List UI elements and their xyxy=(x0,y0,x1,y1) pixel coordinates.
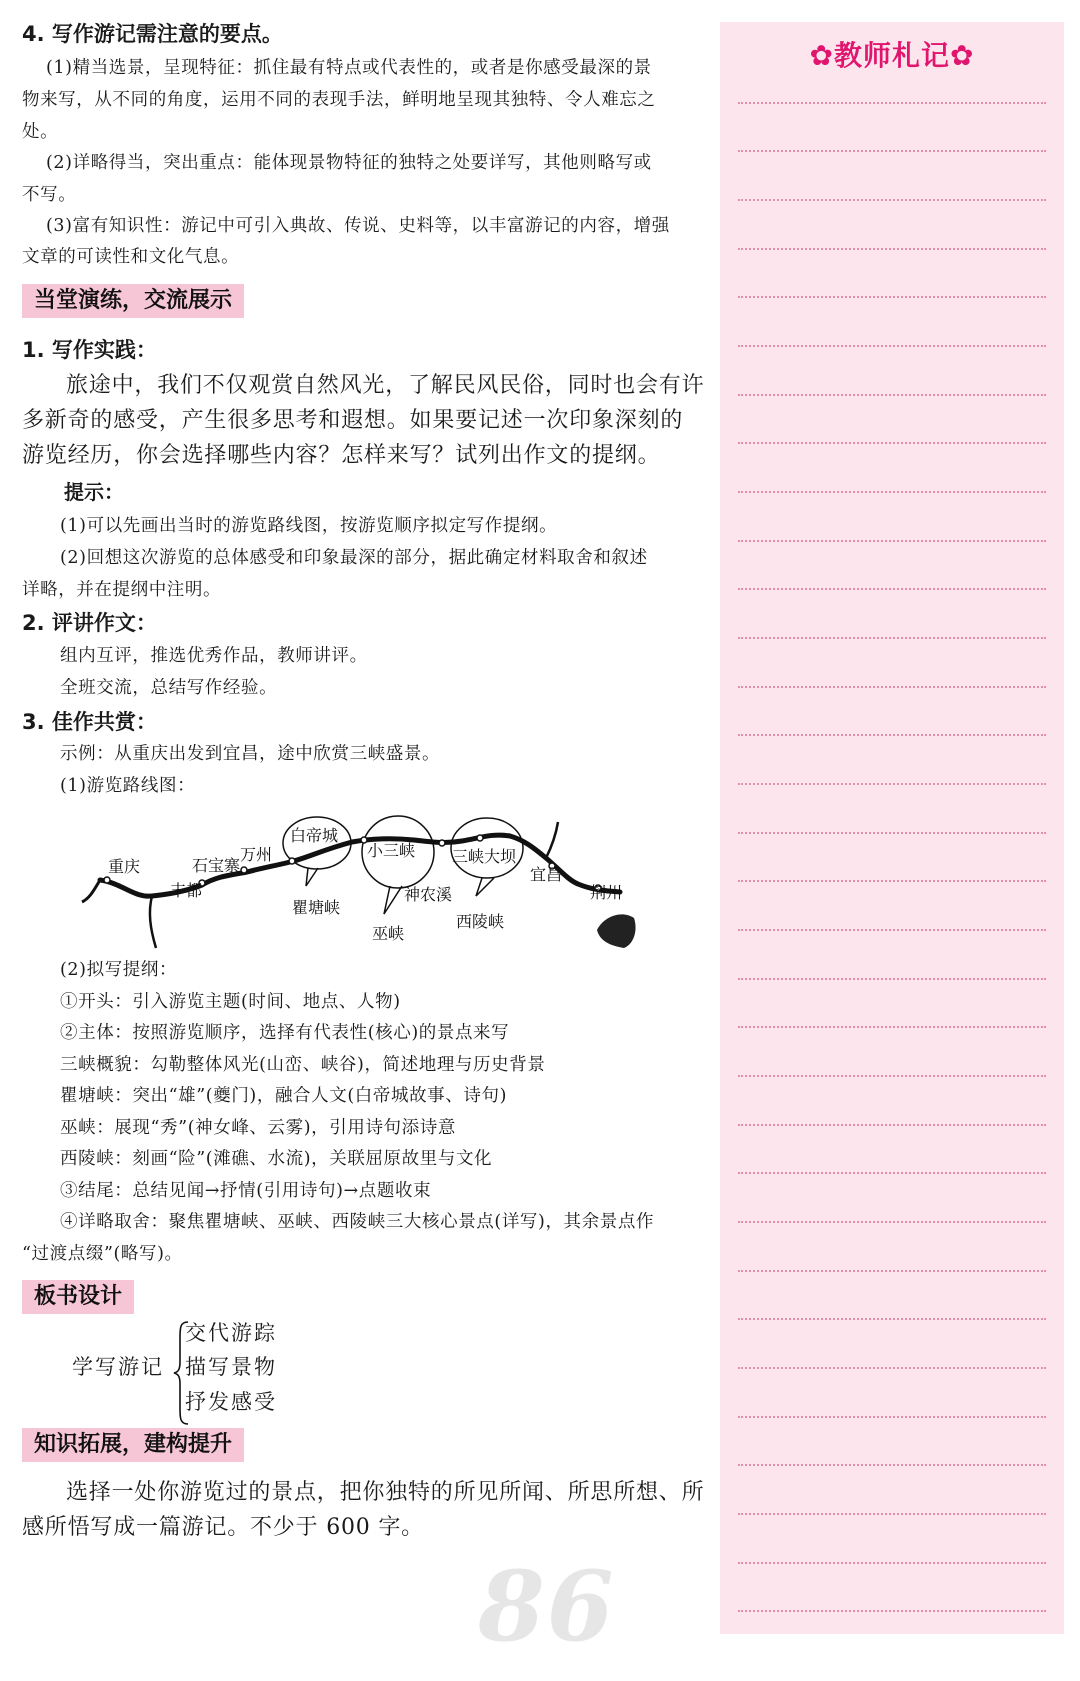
teacher-notes-sidebar xyxy=(720,22,1064,1634)
route-point xyxy=(104,877,110,883)
map-label-xiaosanxia: 小三峡 xyxy=(367,841,416,860)
sec4-line: 物来写，从不同的角度，运用不同的表现手法，鲜明地呈现其独特、令人难忘之 xyxy=(22,90,656,110)
note-rule xyxy=(738,1124,1046,1126)
hint-line: 详略，并在提纲中注明。 xyxy=(22,580,222,600)
note-rule xyxy=(738,1318,1046,1320)
outline-line: 三峡概貌：勾勒整体风光(山峦、峡谷)，简述地理与历史背景 xyxy=(60,1055,546,1075)
note-rule xyxy=(738,491,1046,493)
outline-line: 瞿塘峡：突出“雄”(夔门)，融合人文(白帝城故事、诗句) xyxy=(60,1086,508,1106)
q3-example: 示例：从重庆出发到宜昌，途中欣赏三峡盛景。 xyxy=(60,744,441,764)
q1-body-line: 多新奇的感受，产生很多思考和遐想。如果要记述一次印象深刻的 xyxy=(22,408,684,433)
sec4-line: 文章的可读性和文化气息。 xyxy=(22,247,240,267)
note-rule xyxy=(738,150,1046,152)
note-rule xyxy=(738,345,1046,347)
note-rule xyxy=(738,1562,1046,1564)
sec4-line: 处。 xyxy=(22,122,59,142)
map-label-wuxia: 巫峡 xyxy=(372,924,405,943)
hint-label: 提示： xyxy=(64,480,124,504)
route-point xyxy=(241,867,247,873)
note-rule xyxy=(738,442,1046,444)
map-label-yichang: 宜昌 xyxy=(530,865,563,884)
outline-line: ④详略取舍：聚焦瞿塘峡、巫峡、西陵峡三大核心景点(详写)，其余景点作 xyxy=(60,1212,655,1232)
route-point xyxy=(289,858,295,864)
note-rule xyxy=(738,1270,1046,1272)
note-rule xyxy=(738,540,1046,542)
sec4-line: (3)富有知识性：游记中可引入典故、传说、史料等，以丰富游记的内容，增强 xyxy=(46,216,670,236)
q1-title: 1. 写作实践： xyxy=(22,338,157,362)
map-label-sanxiadaba: 三峡大坝 xyxy=(452,847,517,866)
map-label-fengdu: 丰都 xyxy=(170,881,203,900)
board-main: 学写游记 xyxy=(72,1355,164,1379)
map-label-chongqing: 重庆 xyxy=(108,857,141,876)
sec4-title: 4. 写作游记需注意的要点。 xyxy=(22,22,283,46)
outline-line: 巫峡：展现“秀”(神女峰、云雾)，引用诗句添诗意 xyxy=(60,1118,456,1138)
board-item: 交代游踪 xyxy=(185,1321,277,1345)
lake-shape xyxy=(597,914,636,948)
sec4-line: (2)详略得当，突出重点：能体现景物特征的独特之处要详写，其他则略写或 xyxy=(46,153,652,173)
map-label-shennongxi: 神农溪 xyxy=(404,885,453,904)
q1-body-line: 游览经历，你会选择哪些内容？怎样来写？试列出作文的提纲。 xyxy=(22,443,661,468)
sec4-line: 不写。 xyxy=(22,185,77,205)
river-tributary xyxy=(82,880,100,902)
map-label-baidicheng: 白帝城 xyxy=(290,826,339,845)
sec4-line: (1)精当选景，呈现特征：抓住最有特点或代表性的，或者是你感受最深的景 xyxy=(46,58,652,78)
note-rule xyxy=(738,1172,1046,1174)
q3-title: 3. 佳作共赏： xyxy=(22,710,157,734)
map-caption: (1)游览路线图： xyxy=(60,776,196,796)
note-rule xyxy=(738,588,1046,590)
section-band-extension: 知识拓展，建构提升 xyxy=(22,1428,244,1462)
note-rule xyxy=(738,296,1046,298)
map-label-shibaozhai: 石宝寨 xyxy=(192,856,241,875)
outline-line: “过渡点缀”(略写)。 xyxy=(22,1244,183,1264)
q2-line: 组内互评，推选优秀作品，教师讲评。 xyxy=(60,646,368,666)
outline-line: ③结尾：总结见闻→抒情(引用诗句)→点题收束 xyxy=(60,1181,432,1201)
callout-tail xyxy=(476,878,494,896)
note-rule xyxy=(738,832,1046,834)
note-rule xyxy=(738,102,1046,104)
teacher-notes-title: ✿教师札记✿ xyxy=(809,39,975,72)
note-rule xyxy=(738,783,1046,785)
route-map xyxy=(22,788,712,968)
callout-tail xyxy=(306,868,318,886)
note-rule xyxy=(738,1513,1046,1515)
outline-line: 西陵峡：刻画“险”(滩礁、水流)，关联屈原故里与文化 xyxy=(60,1149,493,1169)
outline-line: ①开头：引入游览主题(时间、地点、人物) xyxy=(60,992,401,1012)
note-rule xyxy=(738,1610,1046,1612)
map-label-jingzhou: 荆州 xyxy=(590,883,623,902)
outline-line: ②主体：按照游览顺序，选择有代表性(核心)的景点来写 xyxy=(60,1023,510,1043)
q2-line: 全班交流，总结写作经验。 xyxy=(60,678,278,698)
q1-body-line: 旅途中，我们不仅观赏自然风光，了解民风民俗，同时也会有许 xyxy=(66,373,705,398)
map-label-xilingxia: 西陵峡 xyxy=(456,912,505,931)
page-number: 86 xyxy=(478,1550,616,1663)
note-rule xyxy=(738,637,1046,639)
note-rule xyxy=(738,1075,1046,1077)
note-rule xyxy=(738,978,1046,980)
note-rule xyxy=(738,1026,1046,1028)
section-band-board: 板书设计 xyxy=(22,1280,134,1314)
note-rule xyxy=(738,734,1046,736)
note-rule xyxy=(738,1367,1046,1369)
hint-line: (2)回想这次游览的总体感受和印象最深的部分，据此确定材料取舍和叙述 xyxy=(60,548,648,568)
extension-line: 选择一处你游览过的景点，把你独特的所见所闻、所思所想、所 xyxy=(66,1480,705,1505)
section-band-practice: 当堂演练，交流展示 xyxy=(22,284,244,318)
callout-tail xyxy=(384,886,402,914)
outline-title: (2)拟写提纲： xyxy=(60,960,178,980)
hint-line: (1)可以先画出当时的游览路线图，按游览顺序拟定写作提纲。 xyxy=(60,516,558,536)
route-point xyxy=(477,835,483,841)
route-point xyxy=(439,840,445,846)
note-rule xyxy=(738,880,1046,882)
note-rule xyxy=(738,1464,1046,1466)
note-rule xyxy=(738,199,1046,201)
q2-title: 2. 评讲作文： xyxy=(22,611,157,635)
note-rule xyxy=(738,1416,1046,1418)
board-item: 抒发感受 xyxy=(185,1390,277,1414)
river-tributary xyxy=(150,896,156,948)
note-rule xyxy=(738,394,1046,396)
river-tributary xyxy=(546,822,558,858)
extension-line: 感所悟写成一篇游记。不少于 600 字。 xyxy=(22,1515,424,1540)
note-rule xyxy=(738,929,1046,931)
board-item: 描写景物 xyxy=(185,1355,277,1379)
map-label-wanzhou: 万州 xyxy=(240,845,273,864)
note-rule xyxy=(738,1221,1046,1223)
note-rule xyxy=(738,686,1046,688)
note-rule xyxy=(738,248,1046,250)
map-label-qutangxia: 瞿塘峡 xyxy=(292,898,341,917)
